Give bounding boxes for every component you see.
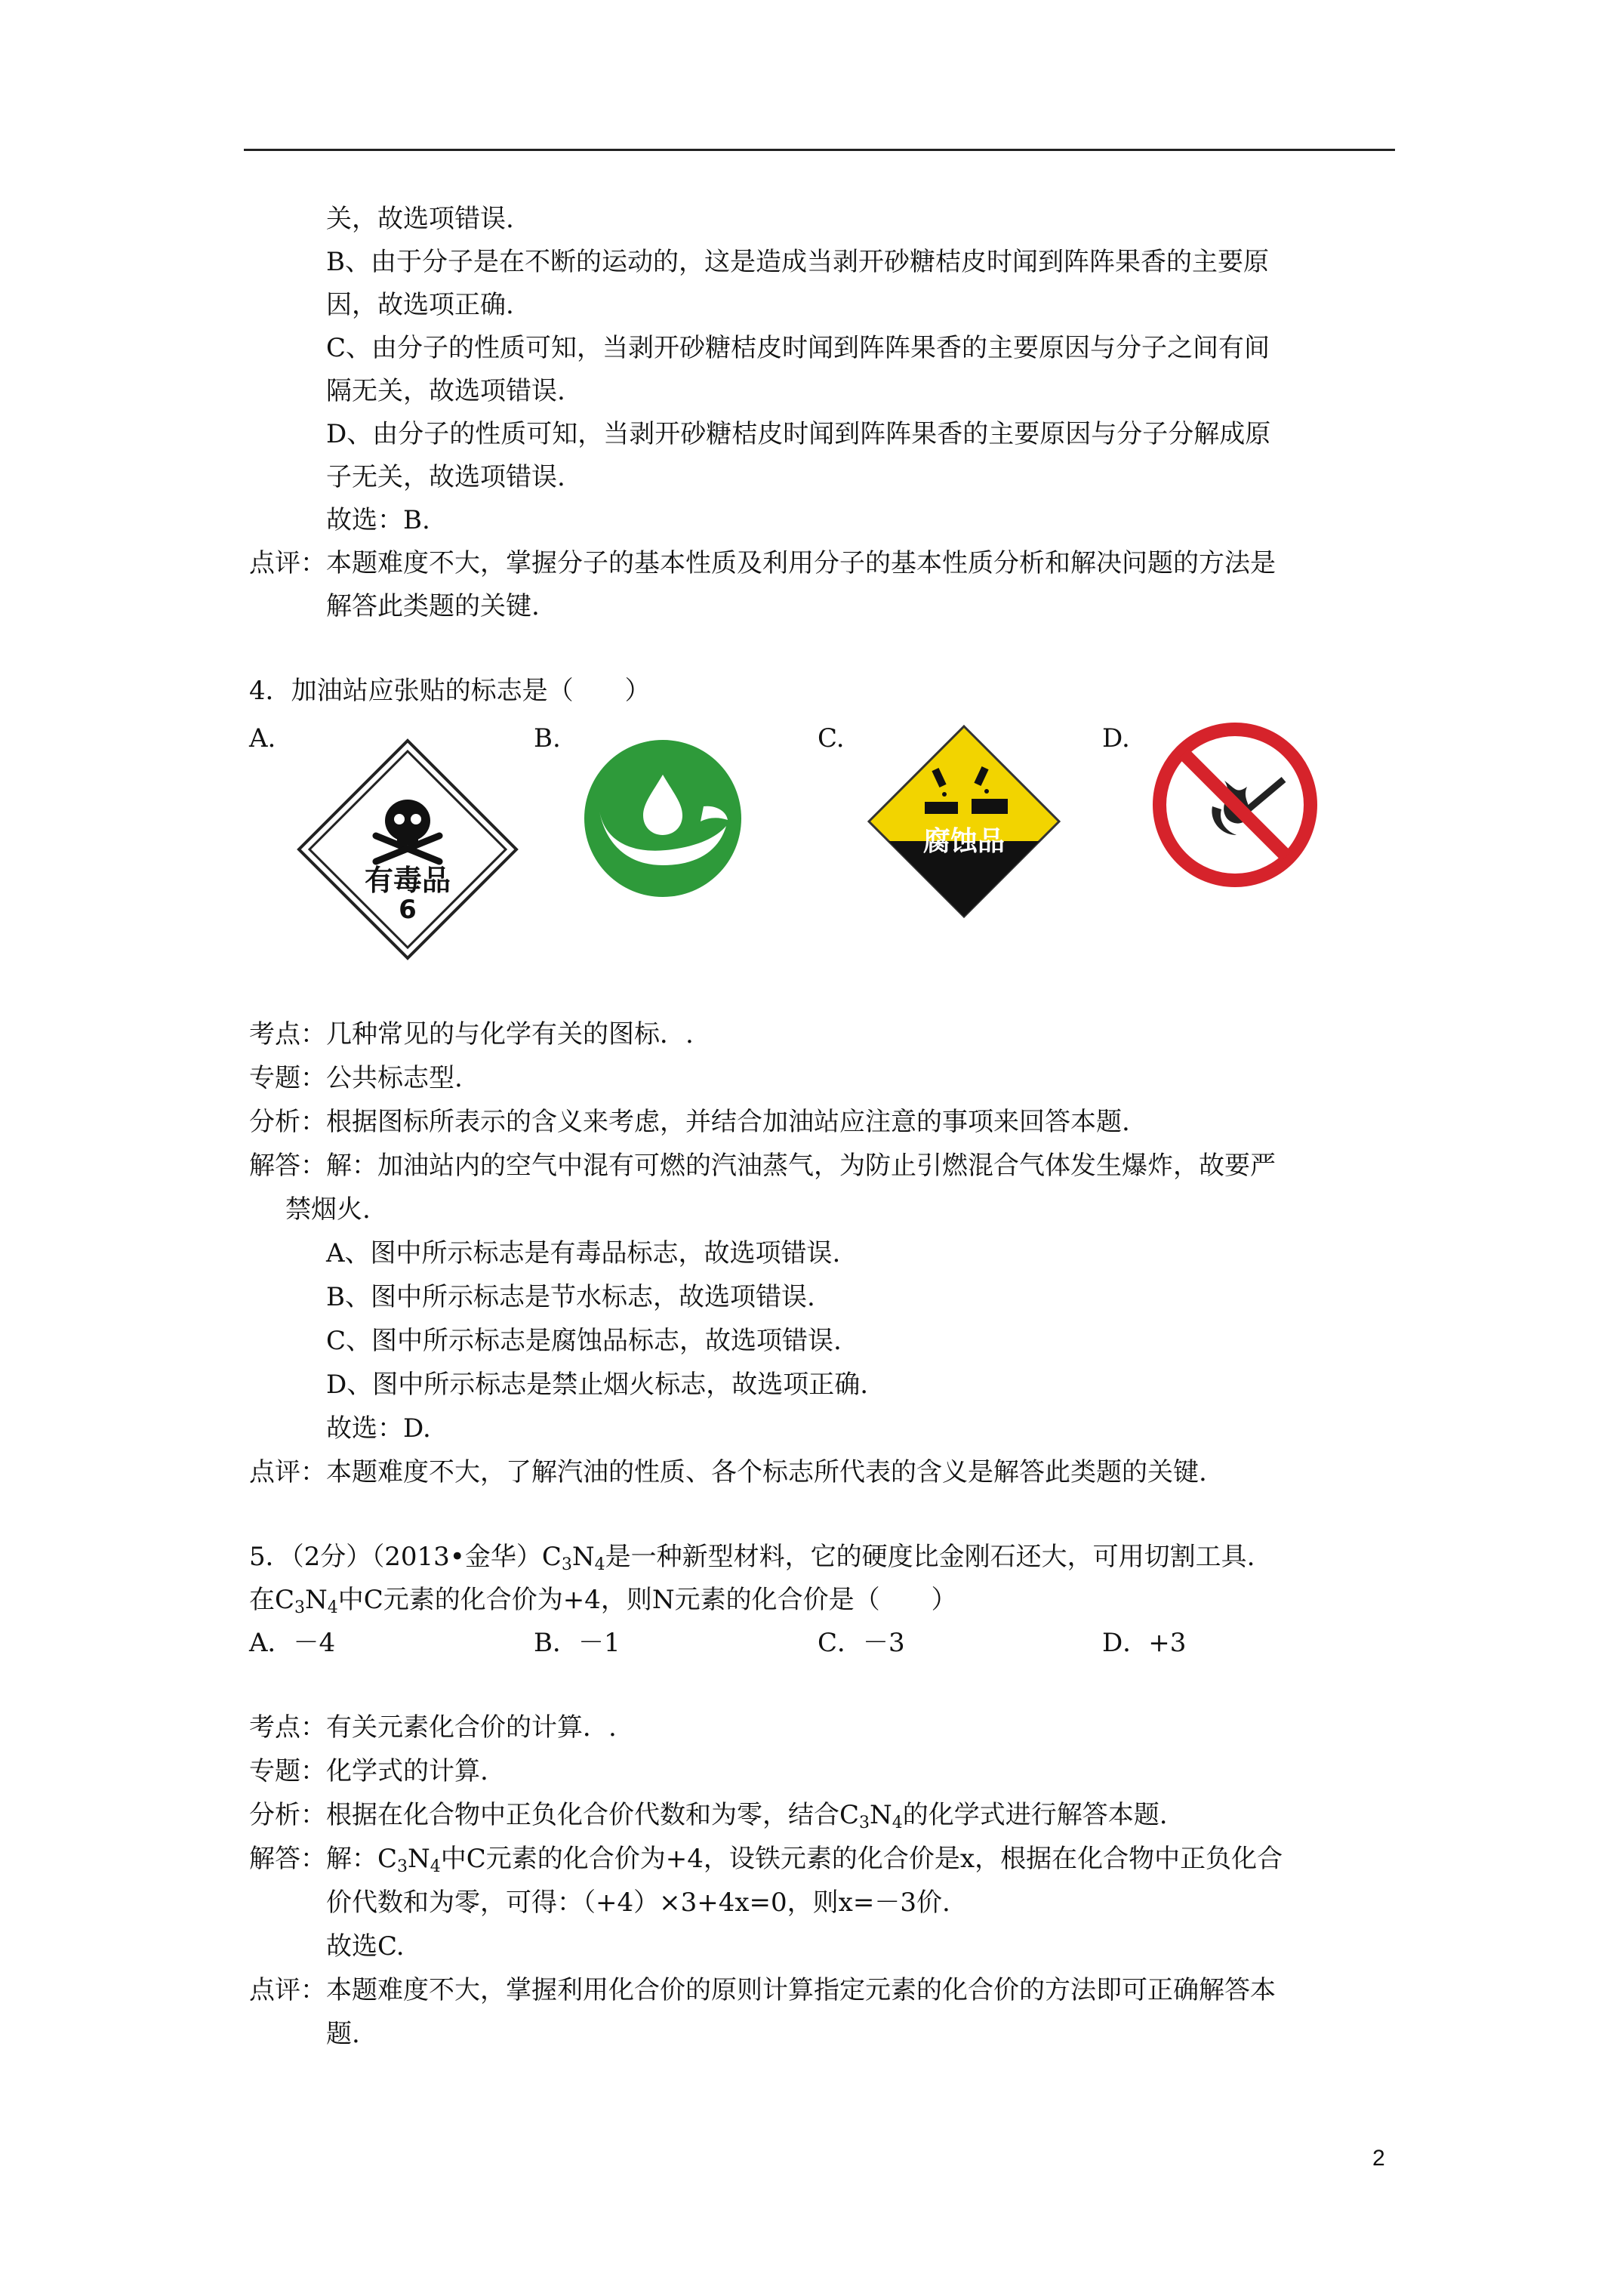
q5-zhuanti: 专题：化学式的计算. (249, 1756, 488, 1786)
page-number: 2 (1372, 2146, 1385, 2171)
q5-question-line2 (249, 1583, 957, 1616)
q5-jieda1-pre: 解答：解：C (249, 1844, 398, 1874)
q5-answer: 故选C. (326, 1931, 405, 1962)
q3-review-line1: 点评：本题难度不大，掌握分子的基本性质及利用分子的基本性质分析和解决问题的方法是 (249, 548, 1276, 578)
header-rule (244, 149, 1395, 151)
q4-question: 4．加油站应张贴的标志是（ ） (249, 676, 651, 706)
q4-option-d-label: D. (1102, 723, 1130, 754)
q5-q1-pre: 5．（2分）（2013•金华）C (249, 1542, 562, 1572)
q5-q2-post: 中C元素的化合价为+4，则N元素的化合价是（ ） (337, 1585, 957, 1615)
q5-option-a: A．－4 (249, 1628, 336, 1658)
q5-option-b: B．－1 (534, 1628, 621, 1658)
q5-q1-post: 是一种新型材料，它的硬度比金刚石还大，可用切割工具. (605, 1542, 1255, 1572)
q4-line-b: B、图中所示标志是节水标志，故选项错误. (326, 1282, 815, 1312)
q4-jieda-line2: 禁烟火. (285, 1194, 371, 1225)
q4-review: 点评：本题难度不大，了解汽油的性质、各个标志所代表的含义是解答此类题的关键. (249, 1457, 1207, 1487)
q5-q1-sub1: 3 (561, 1555, 572, 1574)
q5-q2-sub2: 4 (327, 1598, 338, 1617)
q5-review-line1: 点评：本题难度不大，掌握利用化合价的原则计算指定元素的化合价的方法即可正确解答本 (249, 1975, 1276, 2005)
q5-q2-sub1: 3 (294, 1598, 306, 1617)
q5-q2-mid: N (305, 1585, 328, 1615)
q5-q1-mid: N (571, 1542, 595, 1572)
q5-jieda-line1 (249, 1842, 1283, 1875)
q4-fenxi: 分析：根据图标所表示的含义来考虑，并结合加油站应注意的事项来回答本题. (249, 1107, 1130, 1137)
q3-option-c-line1: C、由分子的性质可知，当剥开砂糖桔皮时闻到阵阵果香的主要原因与分子之间有间 (326, 333, 1270, 363)
q3-review-line2: 解答此类题的关键. (326, 591, 540, 621)
q5-fenxi (249, 1798, 1168, 1832)
q3-option-d-line1: D、由分子的性质可知，当剥开砂糖桔皮时闻到阵阵果香的主要原因与分子分解成原 (326, 419, 1271, 449)
q5-fenxi-mid: N (870, 1800, 892, 1830)
q4-jieda-line1: 解答：解：加油站内的空气中混有可燃的汽油蒸气，为防止引燃混合气体发生爆炸，故要严 (249, 1151, 1276, 1181)
q4-line-a: A、图中所示标志是有毒品标志，故选项错误. (326, 1238, 841, 1268)
q5-question-line1 (249, 1540, 1255, 1573)
q5-option-d: D．+3 (1102, 1628, 1187, 1658)
toxic-sign-number: 6 (399, 895, 417, 925)
q4-kaodian: 考点：几种常见的与化学有关的图标．. (249, 1019, 694, 1049)
q5-jieda1-sub2: 4 (430, 1857, 441, 1876)
q4-option-a-label: A. (249, 723, 276, 754)
q5-fenxi-post: 的化学式进行解答本题. (902, 1800, 1168, 1830)
q5-jieda1-mid: N (408, 1844, 430, 1874)
toxic-sign (294, 736, 521, 963)
q5-jieda1-sub1: 3 (397, 1857, 408, 1876)
q5-jieda1-post: 中C元素的化合价为+4，设铁元素的化合价是x，根据在化合物中正负化合 (440, 1844, 1283, 1874)
q5-fenxi-pre: 分析：根据在化合物中正负化合价代数和为零，结合C (249, 1800, 860, 1830)
no-fire-sign (1152, 722, 1318, 888)
water-saving-sign (583, 738, 743, 898)
q4-zhuanti: 专题：公共标志型. (249, 1063, 463, 1093)
q3-option-c-line2: 隔无关，故选项错误. (326, 376, 565, 406)
skull-crossbones-icon (294, 736, 521, 963)
q3-option-b-line1: B、由于分子是在不断的运动的，这是造成当剥开砂糖桔皮时闻到阵阵果香的主要原 (326, 247, 1269, 277)
corrosive-sign-text: 腐蚀品 (922, 826, 1005, 857)
q4-answer: 故选：D. (326, 1413, 431, 1444)
q3-answer: 故选：B. (326, 505, 430, 535)
no-fire-icon (1152, 722, 1318, 888)
q4-option-c-label: C. (818, 723, 845, 754)
q5-q2-pre: 在C (249, 1585, 295, 1615)
toxic-sign-text: 有毒品 (364, 864, 451, 897)
q3-option-a-continued: 关，故选项错误. (326, 204, 514, 234)
q5-jieda-line2: 价代数和为零，可得：（+4）×3+4x=0，则x=－3价. (326, 1888, 950, 1918)
corrosive-sign (866, 723, 1062, 920)
q4-option-b-label: B. (534, 723, 561, 754)
q4-line-d: D、图中所示标志是禁止烟火标志，故选项正确. (326, 1370, 869, 1400)
q5-q1-sub2: 4 (594, 1555, 605, 1574)
q5-fenxi-sub2: 4 (892, 1814, 903, 1832)
q3-option-b-line2: 因，故选项正确. (326, 290, 514, 320)
q3-option-d-line2: 子无关，故选项错误. (326, 462, 565, 492)
q5-option-c: C．－3 (818, 1628, 905, 1658)
q5-review-line2: 题. (326, 2019, 360, 2049)
water-drop-icon (583, 738, 743, 898)
q5-kaodian: 考点：有关元素化合价的计算．. (249, 1712, 617, 1743)
q4-line-c: C、图中所示标志是腐蚀品标志，故选项错误. (326, 1326, 842, 1356)
q5-fenxi-sub1: 3 (859, 1814, 870, 1832)
